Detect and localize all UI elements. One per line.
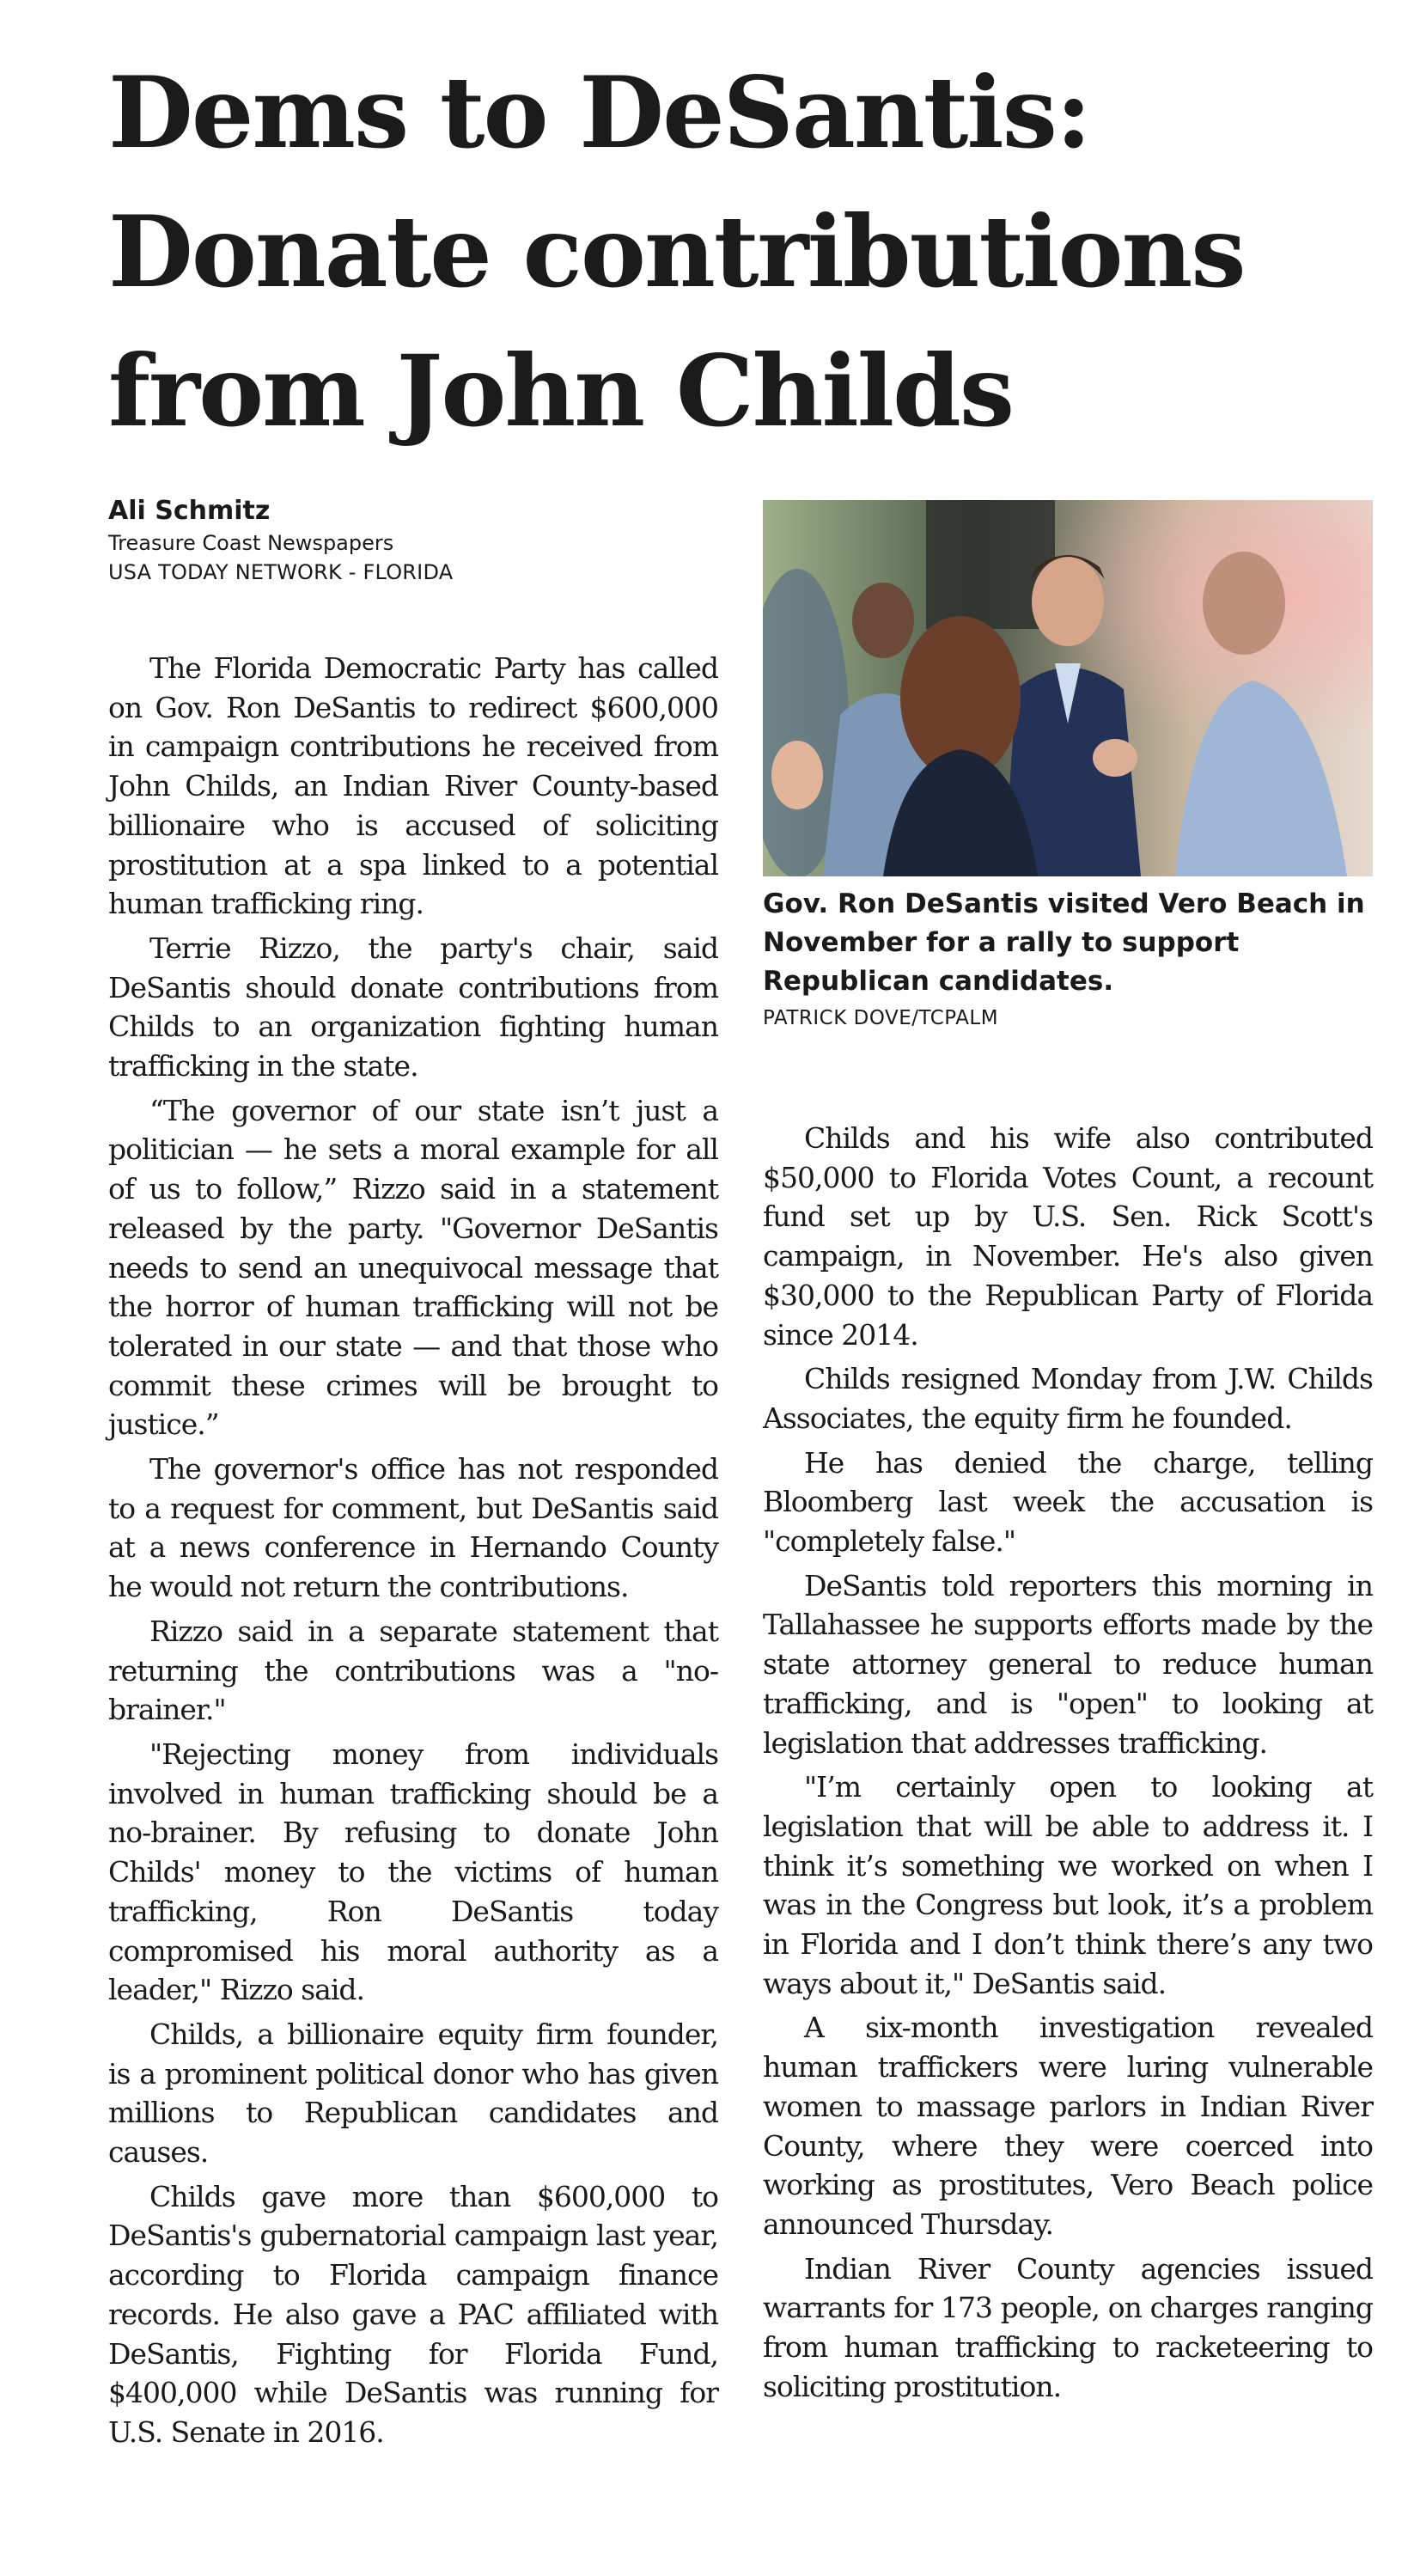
paragraph: "Rejecting money from individuals involved in human trafficking should be a no-brainer. By refusing to donate John Childs' money to the victims of human trafficking, Ron DeSantis today compromised his moral authority as a leader," Rizzo said. xyxy=(108,1737,718,2007)
headline-line: from John Childs xyxy=(108,333,1014,449)
author-name: Ali Schmitz xyxy=(108,496,271,526)
rally-photo-illustration xyxy=(763,500,1373,876)
paragraph: He has denied the charge, telling Bloomberg last week the accusation is "completely false." xyxy=(763,1445,1373,1559)
paragraph: DeSantis told reporters this morning in Tallahassee he supports efforts made by the state attorney general to reduce human trafficking, and is "open" to looking at legislation that addresses trafficking. xyxy=(763,1568,1373,1760)
paragraph: A six-month investigation revealed human traffickers were luring vulnerable women to massage parlors in Indian River County, where they were coerced into working as prostitutes, Vero Beach police announced Thursday. xyxy=(763,2011,1373,2241)
photo-caption: Gov. Ron DeSantis visited Vero Beach in November for a rally to support Republican candidates. xyxy=(763,888,1365,997)
paragraph: "I’m certainly open to looking at legislation that will be able to address it. I think it’s something we worked on when I was in the Congress but look, it’s a problem in Florida and I don’t think there’s any two ways about it," DeSantis said. xyxy=(763,1770,1373,2000)
paragraph: Childs gave more than $600,000 to DeSantis's gubernatorial campaign last year, according to Florida campaign finance records. He also gave a PAC affiliated with DeSantis, Fighting for Florida Fund, $400,000 while DeSantis was running for U.S. Senate in 2016. xyxy=(108,2179,718,2449)
network-name: USA TODAY NETWORK - FLORIDA xyxy=(108,560,454,584)
news-photo xyxy=(763,500,1373,876)
byline xyxy=(108,494,453,587)
paragraph: “The governor of our state isn’t just a politician — he sets a moral example for all of us to follow,” Rizzo said in a statement released by the party. "Governor DeSantis needs to send an unequivocal message that the horror of human trafficking will not be tolerated in our state — and that those who commit these crimes will be brought to justice.” xyxy=(108,1093,718,1442)
paragraph: The Florida Democratic Party has called on Gov. Ron DeSantis to redirect $600,000 in campaign contributions he received from John Childs, an Indian River County-based billionaire who is accused of soliciting prostitution at a spa linked to a potential human trafficking ring. xyxy=(108,651,718,921)
photo-credit: PATRICK DOVE/TCPALM xyxy=(763,1007,999,1029)
paragraph: Rizzo said in a separate statement that returning the contributions was a "no-brainer." xyxy=(108,1614,718,1727)
article-column-right xyxy=(763,1119,1373,2412)
paragraph: The governor's office has not responded to a request for comment, but DeSantis said at a news conference in Hernando County he would not return the contributions. xyxy=(108,1452,718,1604)
headline-line: Dems to DeSantis: xyxy=(108,55,1090,170)
paragraph: Childs and his wife also contributed $50,000 to Florida Votes Count, a recount fund set up by U.S. Sen. Rick Scott's campaign, in November. He's also given $30,000 to the Republican Party of Florida since 2014. xyxy=(763,1121,1373,1352)
paragraph: Childs resigned Monday from J.W. Childs Associates, the equity firm he founded. xyxy=(763,1362,1373,1435)
headline-line: Donate contributions xyxy=(108,194,1245,309)
paragraph: Childs, a billionaire equity firm founder, is a prominent political donor who has given millions to Republican candidates and causes. xyxy=(108,2017,718,2170)
headline xyxy=(108,43,1397,461)
publication-name: Treasure Coast Newspapers xyxy=(108,531,394,555)
paragraph: Terrie Rizzo, the party's chair, said DeSantis should donate contributions from Childs to an organization fighting human trafficking in the state. xyxy=(108,931,718,1084)
article-column-left xyxy=(108,649,718,2457)
paragraph: Indian River County agencies issued warrants for 173 people, on charges ranging from human trafficking to racketeering to soliciting prostitution. xyxy=(763,2251,1373,2403)
